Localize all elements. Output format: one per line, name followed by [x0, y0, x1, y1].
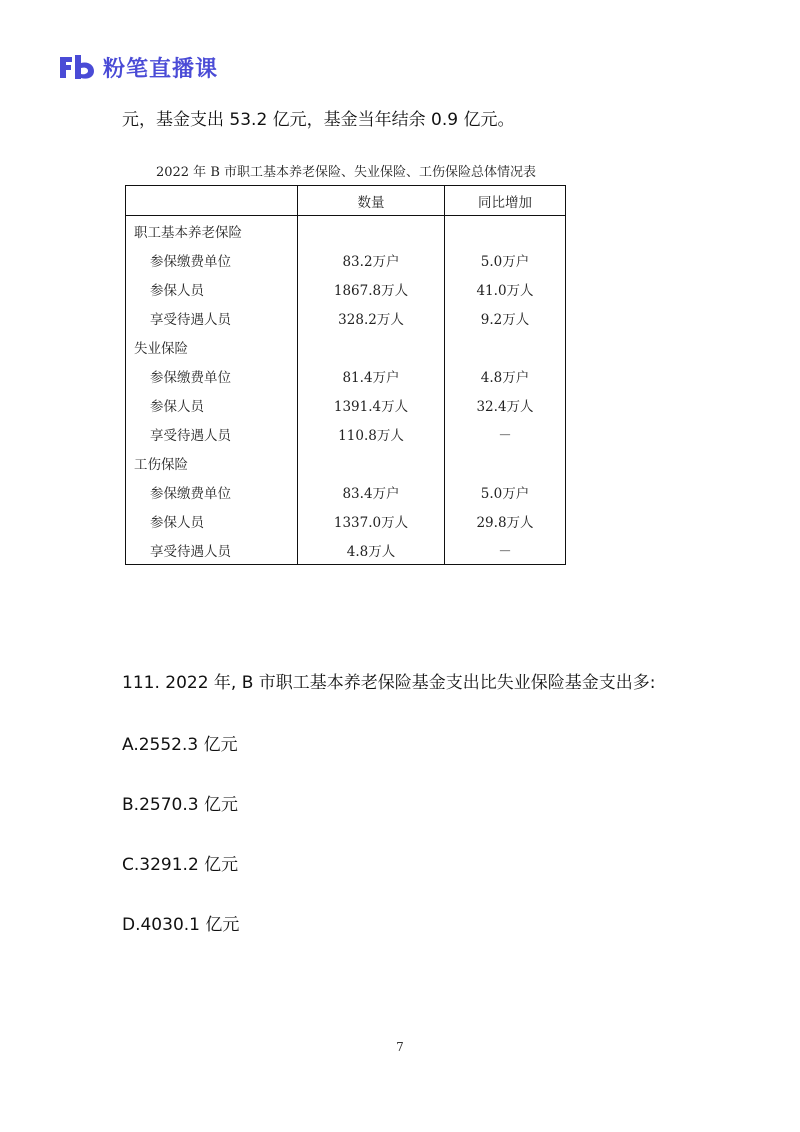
header-cell-quantity: 数量: [298, 186, 445, 216]
table-row: [126, 390, 566, 419]
quantity-cell: 81.4万户: [298, 361, 445, 390]
table-row: [126, 245, 566, 274]
increase-cell: 5.0万户: [480, 253, 530, 270]
row-label: 参保缴费单位: [126, 477, 298, 506]
intro-text: 元，基金支出 53.2 亿元，基金当年结余 0.9 亿元。: [122, 110, 515, 130]
table-header-row: [126, 186, 566, 216]
header-cell-yoy-increase: 同比增加: [445, 186, 566, 216]
row-label: 参保缴费单位: [126, 361, 298, 390]
table-row: [126, 303, 566, 332]
increase-cell: 4.8万户: [480, 369, 530, 386]
brand-logo: [57, 50, 218, 84]
fb-logo-icon: [57, 53, 97, 81]
option-c: C.3291.2 亿元: [122, 855, 239, 875]
row-label: 工伤保险: [126, 448, 298, 477]
quantity-cell: 4.8万人: [298, 535, 445, 565]
increase-cell: 41.0万人: [476, 282, 534, 299]
row-label: 参保缴费单位: [126, 245, 298, 274]
increase-cell: 5.0万户: [480, 485, 530, 502]
quantity-cell: [298, 216, 445, 246]
question-stem: 111. 2022 年, B 市职工基本养老保险基金支出比失业保险基金支出多:: [122, 673, 656, 693]
increase-cell: [445, 448, 566, 477]
table-row: [126, 216, 566, 246]
row-label: 失业保险: [126, 332, 298, 361]
row-label: 享受待遇人员: [126, 535, 298, 565]
page-number: 7: [396, 1040, 404, 1054]
table-row: [126, 535, 566, 565]
option-a: A.2552.3 亿元: [122, 735, 238, 755]
table-row: [126, 361, 566, 390]
table-row: [126, 419, 566, 448]
table-row: [126, 332, 566, 361]
quantity-cell: 83.2万户: [298, 245, 445, 274]
table-row: [126, 506, 566, 535]
insurance-table: [125, 185, 566, 565]
logo-text: 粉笔直播课: [103, 56, 219, 82]
quantity-cell: [298, 332, 445, 361]
increase-cell: 9.2万人: [480, 311, 530, 328]
table-caption: 2022 年 B 市职工基本养老保险、失业保险、工伤保险总体情况表: [155, 165, 537, 180]
increase-cell: 32.4万人: [476, 398, 534, 415]
option-d: D.4030.1 亿元: [122, 915, 240, 935]
table-row: [126, 477, 566, 506]
header-cell-blank: [126, 186, 298, 216]
quantity-cell: 1337.0万人: [298, 506, 445, 535]
row-label: 参保人员: [126, 390, 298, 419]
row-label: 享受待遇人员: [126, 303, 298, 332]
table-row: [126, 448, 566, 477]
row-label: 参保人员: [126, 274, 298, 303]
option-b: B.2570.3 亿元: [122, 795, 238, 815]
table-row: [126, 274, 566, 303]
quantity-cell: 110.8万人: [298, 419, 445, 448]
quantity-cell: 328.2万人: [298, 303, 445, 332]
quantity-cell: 1391.4万人: [298, 390, 445, 419]
quantity-cell: [298, 448, 445, 477]
row-label: 参保人员: [126, 506, 298, 535]
row-label: 享受待遇人员: [126, 419, 298, 448]
increase-cell: [445, 216, 566, 246]
quantity-cell: 1867.8万人: [298, 274, 445, 303]
increase-cell: －: [498, 543, 512, 560]
increase-cell: [445, 332, 566, 361]
increase-cell: 29.8万人: [476, 514, 534, 531]
row-label: 职工基本养老保险: [126, 216, 298, 246]
quantity-cell: 83.4万户: [298, 477, 445, 506]
increase-cell: －: [498, 427, 512, 444]
